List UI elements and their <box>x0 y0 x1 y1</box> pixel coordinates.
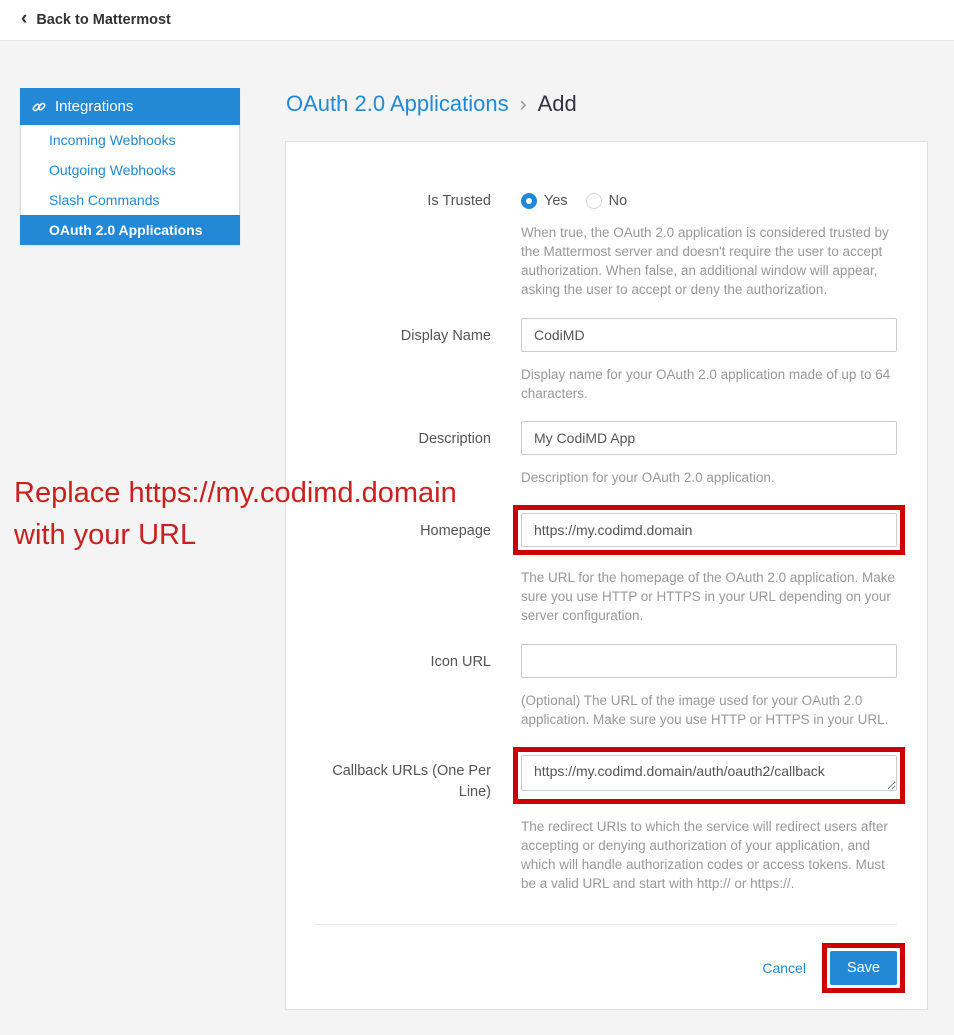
chevron-right-icon: › <box>519 93 527 116</box>
homepage-help: The URL for the homepage of the OAuth 2.0 application. Make sure you use HTTP or HTTPS in your URL depending on your server configuration. <box>521 570 895 624</box>
radio-checked-icon <box>521 193 537 209</box>
annotation-line-1: Replace https://my.codimd.domain <box>14 477 457 509</box>
display-name-input[interactable] <box>521 318 897 352</box>
description-help: Description for your OAuth 2.0 application. <box>521 469 775 485</box>
is-trusted-no-radio[interactable] <box>586 193 628 209</box>
callback-urls-textarea[interactable] <box>521 755 897 791</box>
sidebar-item-incoming-webhooks[interactable]: Incoming Webhooks <box>49 132 176 148</box>
callback-urls-label: Callback URLs (One Per Line) <box>332 762 491 800</box>
description-input[interactable] <box>521 421 897 455</box>
radio-yes-label: Yes <box>544 192 568 209</box>
icon-url-label: Icon URL <box>430 653 491 670</box>
homepage-highlight-box <box>513 505 905 555</box>
save-highlight-box <box>822 943 905 993</box>
cancel-button[interactable]: Cancel <box>762 959 806 976</box>
description-label: Description <box>418 430 491 447</box>
link-icon <box>32 100 46 114</box>
radio-unchecked-icon <box>586 193 602 209</box>
form-footer <box>316 925 897 993</box>
icon-url-row <box>316 644 897 729</box>
oauth-add-form-panel <box>285 141 928 1010</box>
top-bar <box>0 0 954 41</box>
display-name-help: Display name for your OAuth 2.0 application made of up to 64 characters. <box>521 366 891 401</box>
breadcrumb-parent-link[interactable]: OAuth 2.0 Applications <box>286 91 509 116</box>
display-name-row <box>316 318 897 403</box>
callback-urls-row <box>316 747 897 894</box>
display-name-label: Display Name <box>400 327 491 344</box>
sidebar-header-integrations <box>20 88 240 125</box>
homepage-input[interactable] <box>521 513 897 547</box>
is-trusted-yes-radio[interactable] <box>521 193 568 209</box>
is-trusted-radio-group <box>521 186 897 210</box>
back-link-label: Back to Mattermost <box>36 12 171 28</box>
sidebar-header-label: Integrations <box>55 98 134 115</box>
breadcrumb <box>286 91 577 117</box>
is-trusted-help: When true, the OAuth 2.0 application is considered trusted by the Mattermost server and doesn't require the user to accept authorization. When false, an additional window will appear, asking the user to accept or deny the authorization. <box>521 225 889 298</box>
annotation-line-2: with your URL <box>14 519 197 551</box>
homepage-label: Homepage <box>420 523 491 540</box>
save-button[interactable]: Save <box>830 951 897 985</box>
back-chevron-icon: ‹ <box>21 8 28 29</box>
sidebar-item-slash-commands[interactable]: Slash Commands <box>49 192 160 208</box>
radio-no-label: No <box>608 192 628 209</box>
sidebar-item-oauth-applications[interactable]: OAuth 2.0 Applications <box>20 215 240 245</box>
sidebar-item-outgoing-webhooks[interactable]: Outgoing Webhooks <box>49 162 176 178</box>
icon-url-help: (Optional) The URL of the image used for your OAuth 2.0 application. Make sure you use HTTP or HTTPS in your URL. <box>521 692 889 727</box>
callback-urls-help: The redirect URIs to which the service will redirect users after accepting or denying authorization of your application, and which will handle authorization codes or access tokens. Must be a valid URL and start with http:// or https://. <box>521 818 888 892</box>
annotation-replace-url <box>14 472 457 556</box>
icon-url-input[interactable] <box>521 644 897 678</box>
is-trusted-row <box>316 186 897 300</box>
breadcrumb-current: Add <box>537 91 577 116</box>
callback-urls-highlight-box <box>513 747 905 804</box>
back-to-mattermost-link[interactable] <box>21 8 171 29</box>
is-trusted-label: Is Trusted <box>427 193 491 209</box>
integrations-sidebar <box>20 88 240 245</box>
